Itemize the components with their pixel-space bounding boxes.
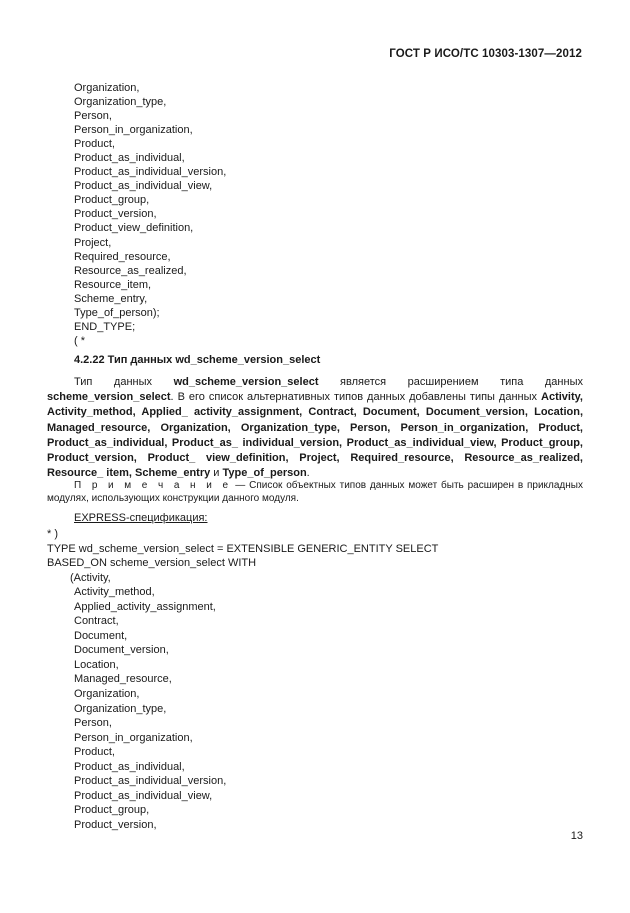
list-item: Organization_type, [74,96,167,109]
para-text: . [306,467,310,480]
page-number: 13 [570,830,583,842]
list-item: Person_in_organization, [74,124,193,137]
code-line: Person, [74,717,112,730]
list-item: Type_of_person); [74,306,160,319]
list-item: Required_resource, [74,250,171,263]
code-line: BASED_ON scheme_version_select WITH [47,557,257,570]
note-text: — Список объектных типов данных может быть расширен в прикладных модулях, использующих конструкции данного модуля. [47,480,583,504]
code-line: Organization_type, [74,702,167,715]
list-item: Project, [74,236,112,249]
list-item: Product_group, [74,194,150,207]
code-line: TYPE wd_scheme_version_select = EXTENSIBLE GENERIC_ENTITY SELECT [47,542,439,555]
code-line: Person_in_organization, [74,731,193,744]
list-item: ( * [74,334,85,347]
list-item: Organization, [74,82,140,94]
code-line: Location, [74,658,119,671]
para-text: . В его список альтернативных типов данных добавлены типы данных [170,391,542,404]
para-bold: Type_of_person [222,467,307,480]
list-item: Person, [74,110,112,123]
code-line: Organization, [74,688,140,701]
body-paragraph [47,375,583,481]
express-spec-label: EXPRESS-спецификация: [74,512,208,524]
code-line: * ) [47,528,58,540]
code-line: Product_version, [74,818,157,831]
note [47,479,583,505]
para-text: является расширением типа данных [318,376,583,388]
para-bold: Activity, Activity_method, Applied_ activity_assignment, Contract, Document, Document_version, Location, Managed_resource, Organization, Organization_type, Person, Person_in_organization, Product, Product_as_individual, Product_as_ individual_version, Product_as_individual_view, Product_group, Product_version, Product_ view_definition, Project, Required_resource, Resource_as_realized, Resource_ item, Scheme_entry [47,391,583,480]
code-line: Contract, [74,615,119,628]
code-line: Document_version, [74,644,169,657]
note-label: П р и м е ч а н и е [74,480,232,491]
code-line: Applied_activity_assignment, [74,600,216,613]
list-item: END_TYPE; [74,320,136,333]
code-line: (Activity, [70,571,111,584]
express-code-block [47,527,438,832]
para-bold: scheme_version_select [47,391,171,404]
para-bold: wd_scheme_version_select [173,376,319,388]
list-item: Resource_item, [74,278,152,291]
list-item: Resource_as_realized, [74,264,187,277]
document-header: ГОСТ Р ИСО/ТС 10303-1307—2012 [389,48,582,60]
para-text: Тип данных [74,376,174,388]
list-item: Product_view_definition, [74,222,194,235]
code-line: Document, [74,629,128,642]
code-line: Managed_resource, [74,673,172,686]
list-item: Product, [74,138,115,151]
para-text: и [210,467,223,480]
continued-type-list [74,81,226,348]
code-line: Product_group, [74,804,150,817]
code-line: Product, [74,746,115,759]
list-item: Product_as_individual_version, [74,166,227,179]
code-line: Product_as_individual_view, [74,789,213,802]
code-line: Product_as_individual_version, [74,775,227,788]
code-line: Activity_method, [74,586,155,599]
list-item: Product_as_individual_view, [74,180,213,193]
list-item: Product_version, [74,208,157,221]
list-item: Scheme_entry, [74,292,148,305]
section-heading: 4.2.22 Тип данных wd_scheme_version_select [74,354,321,366]
code-line: Product_as_individual, [74,760,185,773]
list-item: Product_as_individual, [74,152,185,165]
